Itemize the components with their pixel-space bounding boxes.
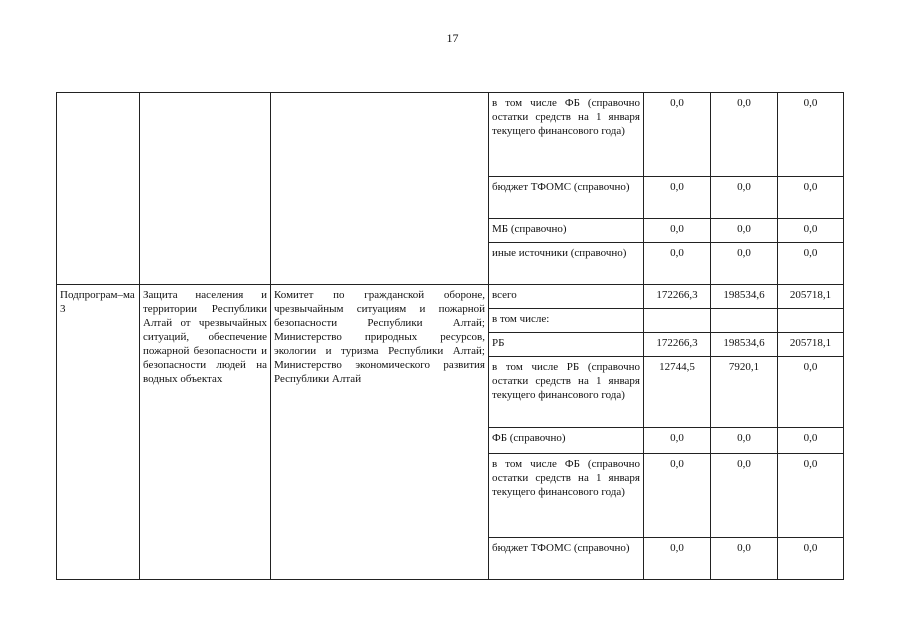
source-cell: в том числе ФБ (справочно остатки средств на 1 января текущего финансового года) bbox=[489, 454, 644, 538]
value-cell: 0,0 bbox=[644, 454, 711, 538]
value-cell: 205718,1 bbox=[778, 285, 844, 309]
source-cell: в том числе ФБ (справочно остатки средств на 1 января текущего финансового года) bbox=[489, 93, 644, 177]
source-cell: бюджет ТФОМС (справочно) bbox=[489, 538, 644, 580]
value-cell: 0,0 bbox=[711, 177, 778, 219]
value-cell: 0,0 bbox=[644, 428, 711, 454]
source-cell: МБ (справочно) bbox=[489, 219, 644, 243]
value-cell: 0,0 bbox=[778, 177, 844, 219]
source-cell: в том числе: bbox=[489, 309, 644, 333]
value-cell: 7920,1 bbox=[711, 357, 778, 428]
value-cell: 0,0 bbox=[711, 428, 778, 454]
value-cell: 0,0 bbox=[711, 93, 778, 177]
subprogram-executors-cell: Комитет по гражданской обороне, чрезвычайным ситуациям и пожарной безопасности Республики Алтай; Министерство природных ресурсов, экологии и туризма Республики Алтай; Министерство экономического развития Республики Алтай bbox=[271, 285, 489, 580]
value-cell: 0,0 bbox=[778, 93, 844, 177]
value-cell: 0,0 bbox=[644, 538, 711, 580]
value-cell: 0,0 bbox=[711, 243, 778, 285]
budget-table bbox=[56, 92, 844, 580]
value-cell: 0,0 bbox=[778, 428, 844, 454]
value-cell: 0,0 bbox=[778, 219, 844, 243]
value-cell: 0,0 bbox=[644, 243, 711, 285]
source-cell: в том числе РБ (справочно остатки средств на 1 января текущего финансового года) bbox=[489, 357, 644, 428]
source-cell: иные источники (справочно) bbox=[489, 243, 644, 285]
value-cell: 0,0 bbox=[778, 454, 844, 538]
value-cell bbox=[644, 309, 711, 333]
value-cell: 198534,6 bbox=[711, 333, 778, 357]
value-cell: 0,0 bbox=[778, 243, 844, 285]
code-cell bbox=[57, 93, 140, 285]
source-cell: всего bbox=[489, 285, 644, 309]
subprogram-code-cell: Подпрограм–ма 3 bbox=[57, 285, 140, 580]
value-cell: 0,0 bbox=[644, 177, 711, 219]
value-cell: 0,0 bbox=[711, 454, 778, 538]
value-cell: 12744,5 bbox=[644, 357, 711, 428]
value-cell: 0,0 bbox=[778, 538, 844, 580]
value-cell: 172266,3 bbox=[644, 333, 711, 357]
source-cell: бюджет ТФОМС (справочно) bbox=[489, 177, 644, 219]
value-cell: 0,0 bbox=[711, 538, 778, 580]
value-cell: 0,0 bbox=[644, 219, 711, 243]
source-cell: РБ bbox=[489, 333, 644, 357]
value-cell: 198534,6 bbox=[711, 285, 778, 309]
name-cell bbox=[140, 93, 271, 285]
executors-cell bbox=[271, 93, 489, 285]
value-cell bbox=[711, 309, 778, 333]
value-cell: 0,0 bbox=[778, 357, 844, 428]
value-cell: 0,0 bbox=[711, 219, 778, 243]
value-cell: 172266,3 bbox=[644, 285, 711, 309]
page-number: 17 bbox=[446, 31, 459, 45]
subprogram-name-cell: Защита населения и территории Республики Алтай от чрезвычайных ситуаций, обеспечение пожарной безопасности и безопасности людей на водных объектах bbox=[140, 285, 271, 580]
table-row bbox=[57, 93, 844, 177]
value-cell bbox=[778, 309, 844, 333]
table-row bbox=[57, 285, 844, 309]
value-cell: 0,0 bbox=[644, 93, 711, 177]
value-cell: 205718,1 bbox=[778, 333, 844, 357]
source-cell: ФБ (справочно) bbox=[489, 428, 644, 454]
